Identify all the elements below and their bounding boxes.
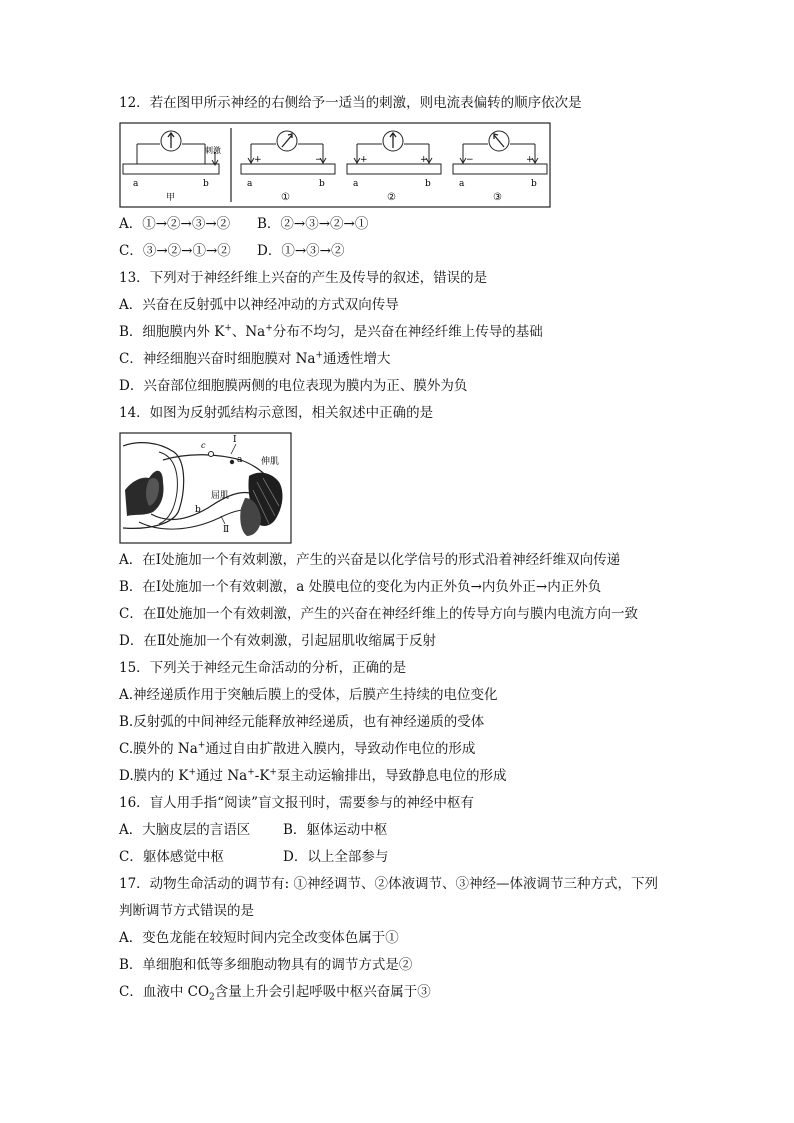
q14-option-d: D．在Ⅱ处施加一个有效刺激，引起屈肌收缩属于反射 [119, 633, 436, 649]
reflex-arc-diagram [119, 432, 292, 544]
point-a-label: a [237, 455, 243, 465]
q16-option-c: C．躯体感觉中枢 [119, 849, 224, 865]
q15-stem: 15．下列关于神经元生命活动的分析，正确的是 [119, 660, 407, 676]
point-b-label: b [195, 505, 201, 515]
svg-text:+: + [526, 155, 534, 165]
q12-option-d: D．①→③→② [257, 243, 345, 259]
stim-label: 刺激 [205, 146, 221, 155]
q16-option-b: B．躯体运动中枢 [283, 822, 388, 838]
panel-2 [347, 131, 441, 203]
svg-text:+: + [254, 155, 262, 165]
panel-1 [241, 131, 335, 203]
q14-stem: 14．如图为反射弧结构示意图，相关叙述中正确的是 [119, 405, 434, 421]
svg-text:b: b [531, 179, 537, 189]
svg-text:a: a [459, 179, 465, 189]
q13-option-a: A．兴奋在反射弧中以神经冲动的方式双向传导 [119, 297, 399, 313]
q13-option-c: C．神经细胞兴奋时细胞膜对 Na+通透性增大 [119, 350, 391, 367]
q16-stem: 16．盲人用手指“阅读”盲文报刊时，需要参与的神经中枢有 [119, 795, 474, 811]
q12-option-c: C．③→②→①→② [119, 243, 231, 259]
panel-label-1: ① [281, 192, 290, 203]
q12-galvanometer-diagram [119, 122, 551, 208]
svg-text:a: a [353, 179, 359, 189]
q15-option-b: B.反射弧的中间神经元能释放神经递质，也有神经递质的受体 [119, 714, 485, 730]
q16-option-d: D．以上全部参与 [283, 849, 389, 865]
q17-stem-line2: 判断调节方式错误的是 [119, 903, 254, 919]
q14-option-b: B．在Ⅰ处施加一个有效刺激，a 处膜电位的变化为内正外负→内负外正→内正外负 [119, 579, 602, 595]
svg-text:b: b [425, 179, 431, 189]
q12-stem: 12．若在图甲所示神经的右侧给予一适当的刺激，则电流表偏转的顺序依次是 [119, 95, 582, 111]
q17-option-b: B．单细胞和低等多细胞动物具有的调节方式是② [119, 957, 413, 973]
extensor-label: 伸肌 [261, 457, 280, 467]
panel-3 [453, 131, 547, 203]
svg-text:b: b [319, 179, 325, 189]
q12-figure [119, 122, 551, 208]
q13-stem: 13．下列对于神经纤维上兴奋的产生及传导的叙述，错误的是 [119, 270, 488, 286]
panel-label-3: ③ [493, 192, 502, 203]
q16-options-row2 [119, 848, 388, 866]
q16-option-a: A．大脑皮层的言语区 [119, 822, 251, 838]
site-I-label: Ⅰ [233, 435, 237, 445]
svg-text:−: − [315, 155, 323, 165]
q14-option-c: C．在Ⅱ处施加一个有效刺激，产生的兴奋在神经纤维上的传导方向与膜内电流方向一致 [119, 606, 639, 622]
panel-label-2: ② [387, 192, 396, 203]
q15-option-a: A.神经递质作用于突触后膜上的受体，后膜产生持续的电位变化 [119, 687, 498, 703]
svg-text:+: + [360, 155, 368, 165]
panel-label-jia: 甲 [166, 193, 176, 203]
svg-text:b: b [203, 179, 209, 189]
q16-options-row1 [119, 821, 387, 839]
q12-options-row2 [119, 242, 344, 260]
q12-option-a: A．①→②→③→② [119, 216, 231, 232]
q15-option-d: D.膜内的 K+通过 Na+-K+泵主动运输排出，导致静息电位的形成 [119, 767, 507, 784]
q17-stem-line1: 17．动物生命活动的调节有: ①神经调节、②体液调节、③神经—体液调节三种方式，下列 [119, 876, 659, 892]
q13-option-d: D．兴奋部位细胞膜两侧的电位表现为膜内为正、膜外为负 [119, 378, 468, 394]
svg-text:a: a [133, 179, 139, 189]
q14-option-a: A．在Ⅰ处施加一个有效刺激，产生的兴奋是以化学信号的形式沿着神经纤维双向传递 [119, 552, 621, 568]
flexor-label: 屈肌 [211, 491, 230, 501]
q15-option-c: C.膜外的 Na+通过自由扩散进入膜内，导致动作电位的形成 [119, 740, 476, 757]
svg-text:−: − [466, 155, 474, 165]
svg-text:a: a [247, 179, 253, 189]
c-label: c [201, 441, 206, 450]
site-II-label: Ⅱ [223, 525, 230, 535]
q12-option-b: B．②→③→②→① [257, 216, 369, 232]
q17-option-c: C．血液中 $CO_2$含量上升会引起呼吸中枢兴奋属于③ [119, 984, 431, 1003]
q12-options-row1 [119, 215, 368, 233]
q13-option-b: B．细胞膜内外 K+、Na+分布不均匀，是兴奋在神经纤维上传导的基础 [119, 323, 543, 340]
q14-figure [119, 432, 292, 544]
panel-jia [123, 131, 221, 203]
q17-option-a: A．变色龙能在较短时间内完全改变体色属于① [119, 930, 399, 946]
svg-text:+: + [420, 155, 428, 165]
